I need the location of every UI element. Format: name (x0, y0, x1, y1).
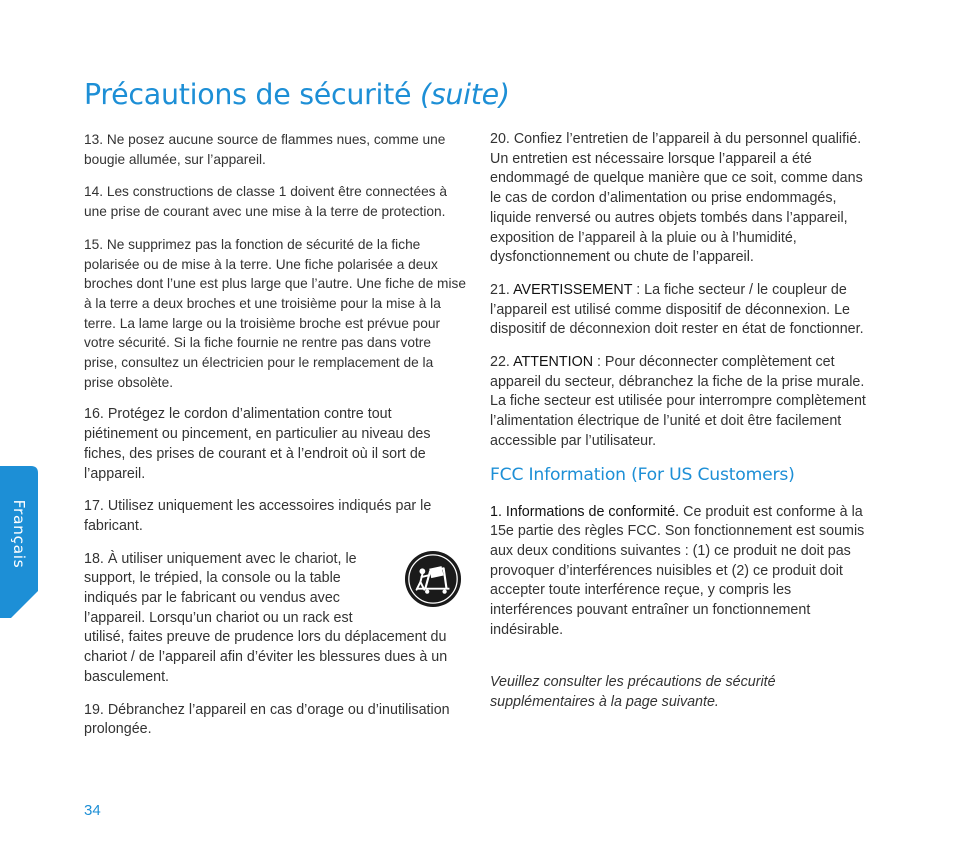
fcc-compliance-item (490, 503, 875, 641)
caution-term: ATTENTION (513, 354, 594, 371)
safety-item-20: 20. Confiez l’entretien de l’appareil à du personnel qualifié. Un entretien est nécessaire lorsque l’appareil a été endommagé de quelque manière que ce soit, comme dans le cas de cordon d’alimentation ou prise endommagés, liquide renversé ou autres objets tombés dans l’appareil, exposition de l’appareil à la pluie ou à l’humidité, dysfonctionnement ou chute de l’appareil. (490, 131, 863, 266)
safety-item-14: 14. Les constructions de classe 1 doivent être connectées à une prise de courant avec une mise à la terre de protection. (84, 184, 447, 220)
warning-term: AVERTISSEMENT (513, 281, 633, 298)
safety-item-15: 15. Ne supprimez pas la fonction de sécurité de la fiche polarisée ou de mise à la terre. Une fiche polarisée a deux broches dont l’une est plus large que l’autre. Une fiche de mise à la terre a deux broches et une troisième pour la mise à la terre. La lame large ou la troisième broche est prévue pour votre sécurité. Si la fiche fournie ne rentre pas dans votre prise, consultez un électricien pour le remplacement de la prise obsolète. (84, 236, 466, 390)
page-title (84, 78, 510, 111)
safety-item-21 (490, 281, 875, 340)
safety-item-16: 16. Protégez le cordon d’alimentation contre tout piétinement ou pincement, en particulier au niveau des fiches, des prises de courant et à l’endroit où il sort de l’appareil. (84, 406, 431, 482)
page-title-suffix: (suite) (420, 78, 510, 111)
safety-item-21-text: : La fiche secteur / le coupleur de l’appareil est utilisé comme dispositif de déconnexion. Le dispositif de déconnexion doit rester en état de fonctionner. (490, 281, 864, 338)
page-title-text: Précautions de sécurité (84, 78, 412, 111)
safety-item-22 (490, 353, 875, 452)
safety-item-22-text: : Pour déconnecter complètement cet appareil du secteur, débranchez la fiche de la prise murale. La fiche secteur est utilisée pour interrompre complètement l’alimentation électrique de l’unité et doit être facilement accessible par l’utilisateur. (490, 354, 866, 449)
page-number: 34 (84, 802, 101, 819)
safety-item-19: 19. Débranchez l’appareil en cas d’orage ou d’inutilisation prolongée. (84, 701, 450, 738)
safety-item-18: 18. À utiliser uniquement avec le chariot, le support, le trépied, la console ou la table indiqués par le fabricant ou vendus avec l’appareil. Lorsqu’un chariot ou un rack est utilisé, faites preuve de prudence lors du déplacement du chariot / de l’appareil afin d’éviter les blessures dues à un basculement. (84, 550, 448, 685)
safety-item-18-block (84, 550, 466, 701)
fcc-heading: FCC Information (For US Customers) (490, 464, 795, 485)
safety-item-21-number: 21. (490, 281, 510, 298)
safety-item-13: 13. Ne posez aucune source de flammes nues, comme une bougie allumée, sur l’appareil. (84, 132, 446, 167)
see-next-page-note: Veuillez consulter les précautions de sécurité supplémentaires à la page suivante. (490, 674, 776, 711)
safety-item-17: 17. Utilisez uniquement les accessoires indiqués par le fabricant. (84, 498, 432, 534)
fcc-compliance-text: Ce produit est conforme à la 15e partie des règles FCC. Son fonctionnement est soumis aux deux conditions suivantes : (1) ce produit ne doit pas provoquer d’interférences nuisibles et (2) ce produit doit accepter toute interférence reçue, y compris les interférences pouvant entraîner un fonctionnement indésirable. (490, 503, 865, 638)
language-side-tab (0, 466, 38, 618)
tip-over-cart-warning-icon (404, 550, 462, 608)
right-column (490, 130, 875, 726)
left-column (84, 130, 466, 753)
language-label: Français (10, 499, 28, 569)
fcc-compliance-term: 1. Informations de conformité. (490, 503, 680, 520)
safety-item-22-number: 22. (490, 354, 510, 371)
